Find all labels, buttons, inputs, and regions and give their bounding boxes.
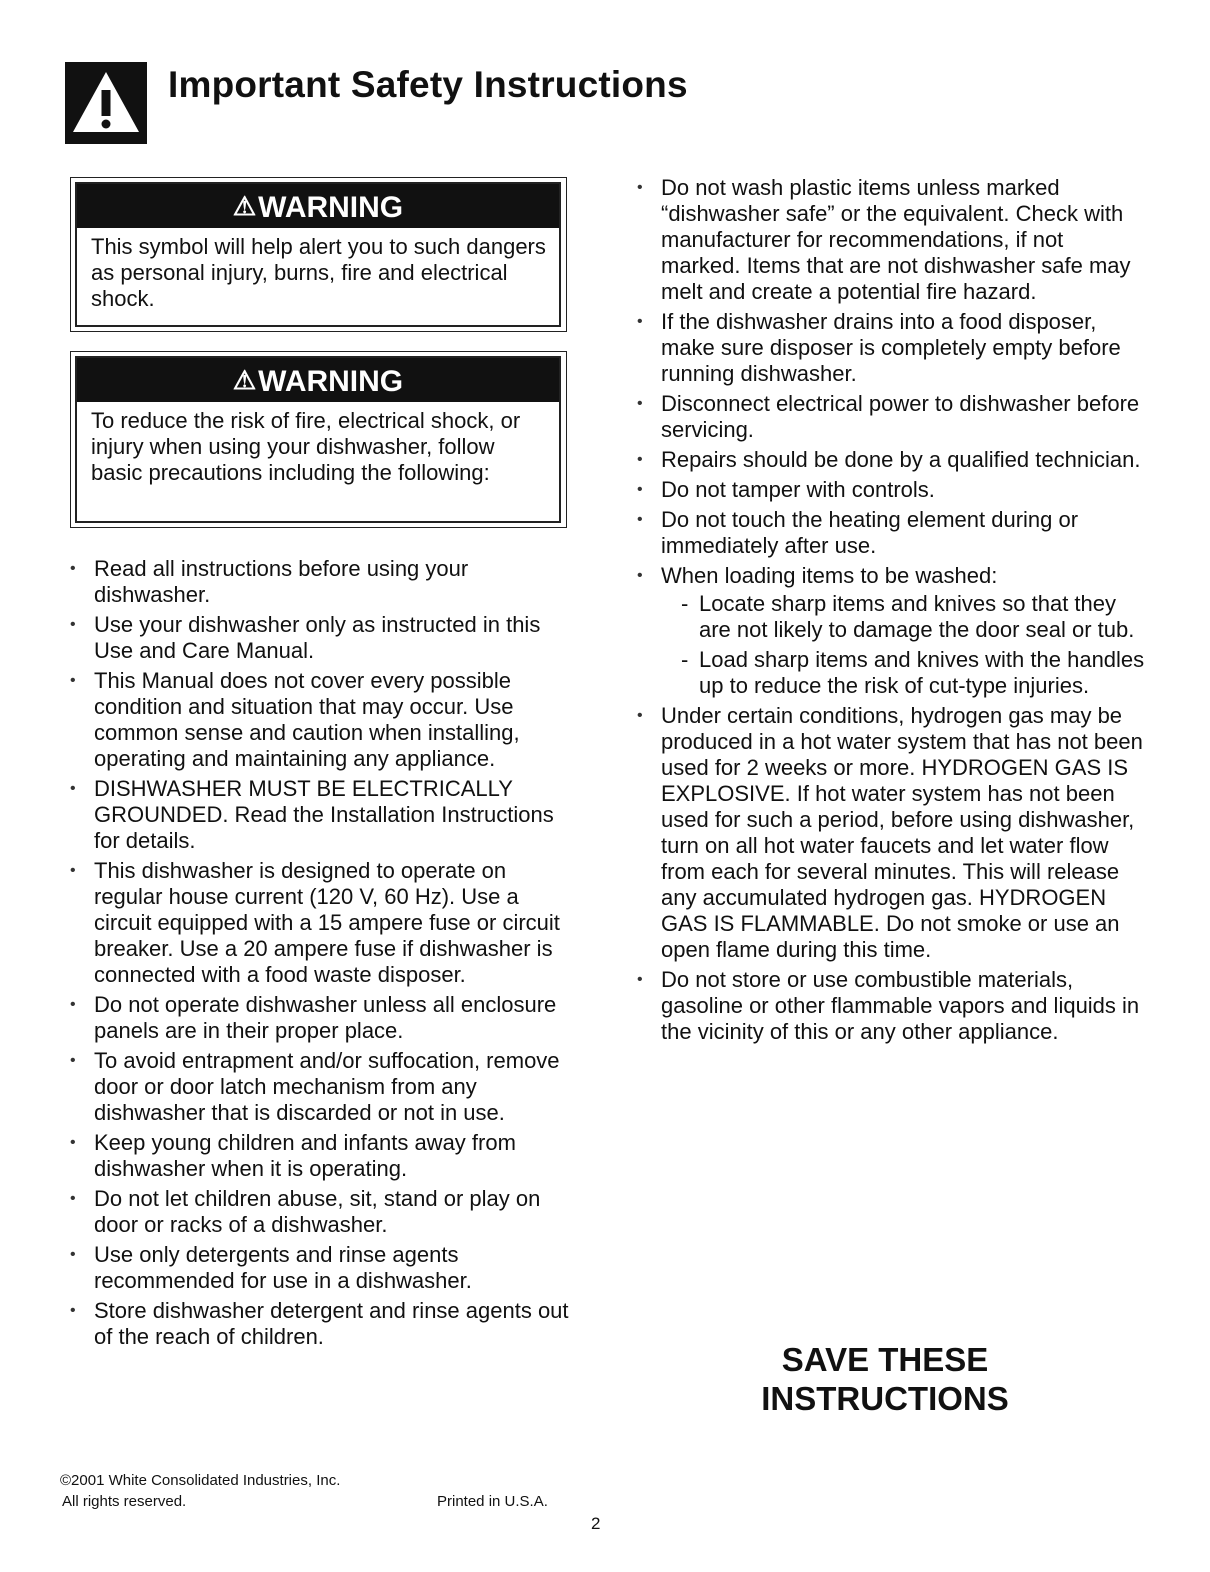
loading-intro: When loading items to be washed: — [661, 563, 998, 588]
save-instructions-heading — [720, 1340, 1050, 1418]
list-item: • If the dishwasher drains into a food disposer, make sure disposer is completely empty before running dishwasher. — [637, 309, 1145, 387]
footer-copyright: ©2001 White Consolidated Industries, Inc. — [60, 1472, 341, 1489]
footer-printed: Printed in U.S.A. — [437, 1493, 548, 1510]
list-item: • Do not tamper with controls. — [637, 477, 1145, 503]
list-item: • Do not wash plastic items unless marked “dishwasher safe” or the equivalent. Check with manufacturer for recommendations, if not marked. Items that are not dishwasher safe may melt and create a potential fire hazard. — [637, 175, 1145, 305]
list-item: • Repairs should be done by a qualified technician. — [637, 447, 1145, 473]
warning-triangle-icon — [65, 62, 147, 144]
warning-text: This symbol will help alert you to such dangers as personal injury, burns, fire and electrical shock. — [91, 234, 546, 311]
list-item: • To avoid entrapment and/or suffocation, remove door or door latch mechanism from any dishwasher that is discarded or not in use. — [70, 1048, 570, 1126]
list-item: • Use only detergents and rinse agents recommended for use in a dishwasher. — [70, 1242, 570, 1294]
footer-rights: All rights reserved. — [62, 1493, 187, 1510]
list-item: • DISHWASHER MUST BE ELECTRICALLY GROUNDED. Read the Installation Instructions for details. — [70, 776, 570, 854]
list-item: • Store dishwasher detergent and rinse agents out of the reach of children. — [70, 1298, 570, 1350]
right-safety-list — [637, 175, 1145, 1049]
warning-label: WARNING — [258, 365, 404, 398]
page-title: Important Safety Instructions — [168, 64, 688, 105]
list-item: • Do not touch the heating element during or immediately after use. — [637, 507, 1145, 559]
page-number: 2 — [591, 1514, 601, 1533]
save-heading-line1: SAVE THESE — [781, 1341, 989, 1378]
sub-list-item: - Locate sharp items and knives so that they are not likely to damage the door seal or tub. — [661, 591, 1145, 643]
list-item: • Do not operate dishwasher unless all enclosure panels are in their proper place. — [70, 992, 570, 1044]
list-item: • This Manual does not cover every possible condition and situation that may occur. Use common sense and caution when installing, operating and maintaining any appliance. — [70, 668, 570, 772]
list-item: • Read all instructions before using your dishwasher. — [70, 556, 570, 608]
warning-text: To reduce the risk of fire, electrical shock, or injury when using your dishwasher, follow basic precautions including the following: — [91, 408, 521, 485]
list-item: • Do not let children abuse, sit, stand or play on door or racks of a dishwasher. — [70, 1186, 570, 1238]
warning-triangle-icon: ⚠ — [232, 365, 257, 395]
loading-sub-list — [661, 591, 1145, 699]
save-heading-line2: INSTRUCTIONS — [761, 1380, 1009, 1417]
warning-label: WARNING — [258, 191, 404, 224]
list-item: • Do not store or use combustible materials, gasoline or other flammable vapors and liquids in the vicinity of this or any other appliance. — [637, 967, 1145, 1045]
list-item: • This dishwasher is designed to operate on regular house current (120 V, 60 Hz). Use a circuit equipped with a 15 ampere fuse or circuit breaker. Use a 20 ampere fuse if dishwasher is connected with a food waste disposer. — [70, 858, 570, 988]
list-item: • Disconnect electrical power to dishwasher before servicing. — [637, 391, 1145, 443]
list-item-loading — [637, 563, 1145, 699]
warning-box-2 — [70, 351, 567, 528]
sub-list-item: - Load sharp items and knives with the handles up to reduce the risk of cut-type injuries. — [661, 647, 1145, 699]
list-item: • Keep young children and infants away from dishwasher when it is operating. — [70, 1130, 570, 1182]
warning-header — [77, 184, 559, 228]
list-item: • Use your dishwasher only as instructed in this Use and Care Manual. — [70, 612, 570, 664]
warning-header — [77, 358, 559, 402]
warning-triangle-icon: ⚠ — [232, 191, 257, 221]
warning-box-1 — [70, 177, 567, 332]
list-item: • Under certain conditions, hydrogen gas may be produced in a hot water system that has not been used for 2 weeks or more. HYDROGEN GAS IS EXPLOSIVE. If hot water system has not been used for such a period, before using dishwasher, turn on all hot water faucets and let water flow from each for several minutes. This will release any accumulated hydrogen gas. HYDROGEN GAS IS FLAMMABLE. Do not smoke or use an open flame during this time. — [637, 703, 1145, 963]
left-safety-list — [70, 556, 570, 1354]
